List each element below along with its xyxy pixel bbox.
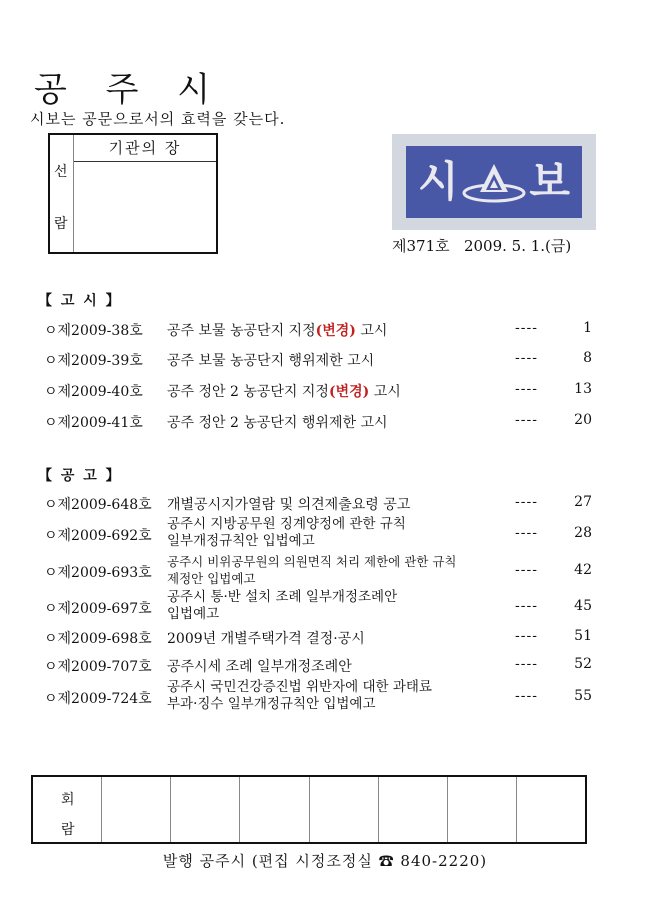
page-number: 1 (583, 320, 592, 336)
leader-dashes: ---- (515, 628, 538, 644)
circulation-header: 기관의 장 (74, 135, 216, 162)
leader-dashes: ---- (515, 598, 538, 614)
announcement-number: ㅇ제2009-693호 (44, 565, 152, 581)
page-number: 20 (574, 412, 592, 428)
page-number: 13 (574, 381, 592, 397)
circulation-box (48, 133, 218, 254)
issue-number: 제371호 (392, 237, 450, 255)
announcement-number: ㅇ제2009-724호 (44, 691, 152, 707)
announcement-number: ㅇ제2009-707호 (44, 659, 152, 675)
announcement-title: 2009년 개별주택가격 결정·공시 (167, 631, 365, 647)
page-number: 8 (583, 350, 592, 366)
logo-panel (406, 146, 582, 218)
review-label-top: 회 (61, 792, 75, 808)
leader-dashes: ---- (515, 656, 538, 672)
announcement-title: 공주시 지방공무원 징계양정에 관한 규칙 일부개정규칙안 입법예고 (167, 516, 406, 549)
review-signature-cell[interactable] (240, 777, 309, 842)
toc-row[interactable] (44, 679, 594, 715)
toc-row[interactable] (44, 516, 594, 552)
review-label-cell (33, 777, 102, 842)
notice-title: 공주 보물 농공단지 행위제한 고시 (167, 353, 375, 369)
logo-right-char: 보 (529, 157, 570, 206)
page-number: 27 (574, 494, 592, 510)
announcement-number: ㅇ제2009-648호 (44, 497, 152, 513)
review-signature-cell[interactable] (448, 777, 517, 842)
notice-title: 공주 정안 2 농공단지 지정(변경) 고시 (167, 384, 401, 400)
review-signature-cell[interactable] (310, 777, 379, 842)
review-signature-cell[interactable] (102, 777, 171, 842)
notice-title: 공주 보물 농공단지 지정(변경) 고시 (167, 323, 388, 339)
announcement-title: 공주시 비위공무원의 의원면직 처리 제한에 관한 규칙 제정안 입법예고 (167, 554, 457, 586)
toc-row[interactable] (44, 553, 594, 589)
announcement-title: 공주시세 조례 일부개정조례안 (167, 659, 352, 675)
review-signature-cell[interactable] (171, 777, 240, 842)
announcement-number: ㅇ제2009-692호 (44, 528, 152, 544)
document-subtitle: 시보는 공문으로서의 효력을 갖는다. (30, 110, 286, 128)
section-heading-announcements: 【 공 고 】 (38, 468, 122, 484)
leader-dashes: ---- (515, 350, 538, 366)
page-number: 51 (574, 628, 592, 644)
leader-dashes: ---- (515, 412, 538, 428)
page-number: 28 (574, 525, 592, 541)
notice-title: 공주 정안 2 농공단지 행위제한 고시 (167, 415, 388, 431)
leader-dashes: ---- (515, 381, 538, 397)
review-box (31, 775, 587, 844)
logo-left-char: 시 (418, 157, 459, 206)
page-number: 42 (574, 562, 592, 578)
announcement-title: 공주시 통·반 설치 조례 일부개정조례안 입법예고 (167, 589, 398, 622)
page-number: 52 (574, 656, 592, 672)
leader-dashes: ---- (515, 320, 538, 336)
notice-number: ㅇ제2009-40호 (44, 384, 143, 400)
announcement-title: 개별공시지가열람 및 의견제출요령 공고 (167, 497, 411, 513)
section-heading-notices: 【 고 시 】 (38, 293, 122, 309)
page-number: 45 (574, 598, 592, 614)
document-title: 공 주 시 (34, 70, 225, 110)
issue-date: 2009. 5. 1.(금) (463, 237, 572, 255)
leader-dashes: ---- (515, 688, 538, 704)
circulation-label-bottom: 람 (54, 216, 68, 232)
review-signature-cell[interactable] (379, 777, 448, 842)
notice-number: ㅇ제2009-39호 (44, 353, 143, 369)
issue-info (392, 235, 571, 256)
review-signature-cell[interactable] (517, 777, 585, 842)
toc-row[interactable] (44, 589, 594, 625)
leader-dashes: ---- (515, 525, 538, 541)
circulation-label-top: 선 (54, 164, 68, 180)
leader-dashes: ---- (515, 494, 538, 510)
notice-number: ㅇ제2009-38호 (44, 323, 143, 339)
page-number: 55 (574, 688, 592, 704)
triangle-ring-emblem-icon (462, 160, 526, 204)
leader-dashes: ---- (515, 562, 538, 578)
sibo-logo (392, 134, 596, 230)
announcement-title: 공주시 국민건강증진법 위반자에 대한 과태료 부과·징수 일부개정규칙안 입법예고 (167, 679, 432, 712)
circulation-side-label (50, 135, 74, 252)
publisher-footer: 발행 공주시 (편집 시정조정실 ☎ 840-2220) (162, 852, 488, 870)
announcement-number: ㅇ제2009-698호 (44, 631, 152, 647)
notice-number: ㅇ제2009-41호 (44, 415, 143, 431)
review-label-bottom: 람 (61, 822, 75, 838)
announcement-number: ㅇ제2009-697호 (44, 601, 152, 617)
